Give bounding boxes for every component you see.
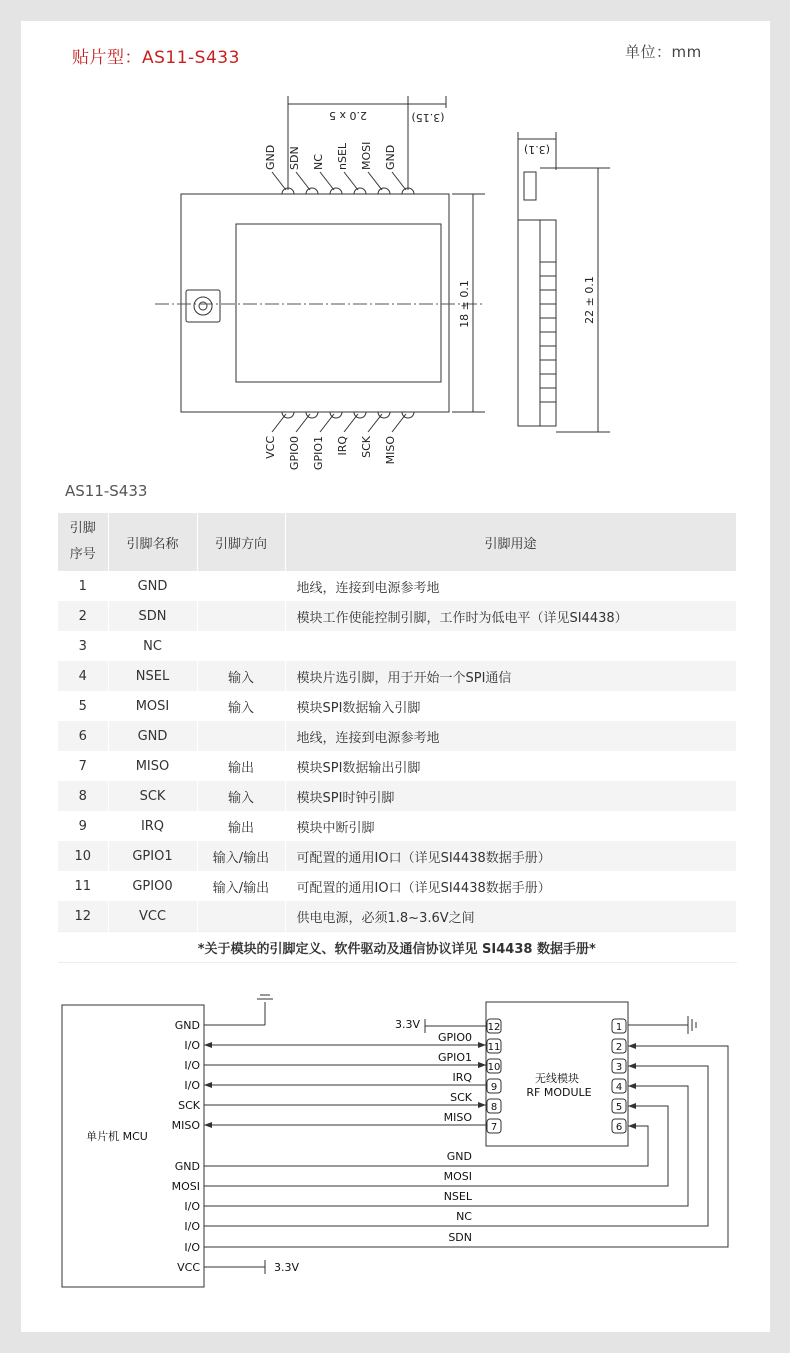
pin-direction-cell: 输入 <box>197 781 285 811</box>
pin-number-cell: 6 <box>58 721 108 751</box>
pin-direction-cell <box>197 901 285 932</box>
pin-number-cell: 12 <box>58 901 108 932</box>
pin-number-cell: 8 <box>58 781 108 811</box>
module-outline <box>181 194 449 412</box>
pin-direction-cell: 输出 <box>197 751 285 781</box>
top-pin-leader <box>392 172 406 190</box>
side-thickness-dimension: (3.1) <box>523 143 551 156</box>
pin-number-cell: 5 <box>58 691 108 721</box>
module-signal-label: IRQ <box>452 1071 472 1084</box>
top-pin-leader <box>368 172 382 190</box>
mcu-pin-label: VCC <box>177 1261 200 1274</box>
arrow-icon <box>628 1043 636 1049</box>
pin-name-cell: NSEL <box>108 661 197 691</box>
arrow-icon <box>478 1102 486 1108</box>
top-pad <box>306 188 318 194</box>
top-pin-leader <box>320 172 334 190</box>
pin-usage-cell: 地线，连接到电源参考地 <box>285 721 736 751</box>
mcu-pin-label: I/O <box>184 1079 200 1092</box>
table-row <box>58 751 736 781</box>
table-note-row <box>58 932 736 963</box>
bottom-pin-label: SCK <box>360 436 373 458</box>
module-pin-number: 2 <box>615 1042 623 1053</box>
wiring-diagram <box>0 975 790 1305</box>
top-pin-label: GND <box>264 144 277 170</box>
table-row <box>58 871 736 901</box>
table-row <box>58 811 736 841</box>
arrow-icon <box>628 1063 636 1069</box>
pin-name-cell: GND <box>108 571 197 601</box>
pin-number-cell: 2 <box>58 601 108 631</box>
pin-usage-cell: 地线，连接到电源参考地 <box>285 571 736 601</box>
pin-usage-cell: 模块中断引脚 <box>285 811 736 841</box>
bottom-signal-label: SDN <box>448 1231 472 1244</box>
top-pin-label: MOSI <box>360 141 373 170</box>
pin-name-cell: GPIO1 <box>108 841 197 871</box>
table-note: *关于模块的引脚定义、软件驱动及通信协议详见 SI4438 数据手册* <box>58 932 736 963</box>
top-pin-label: NC <box>312 154 325 170</box>
module-pin-number: 11 <box>487 1042 501 1053</box>
edge-dimension: (3.15) <box>411 111 445 124</box>
top-pin-leader <box>272 172 286 190</box>
mcu-pin-label: MOSI <box>171 1180 200 1193</box>
pin-number-cell: 7 <box>58 751 108 781</box>
module-pin-number: 12 <box>487 1022 501 1033</box>
page-title: 贴片型：AS11-S433 <box>72 48 240 68</box>
mcu-pin-label: I/O <box>184 1241 200 1254</box>
pin-usage-cell: 供电电源，必须1.8~3.6V之间 <box>285 901 736 932</box>
pin-number-cell: 3 <box>58 631 108 661</box>
pin-usage-cell: 模块SPI数据输入引脚 <box>285 691 736 721</box>
mcu-pin-label: I/O <box>184 1039 200 1052</box>
pin-direction-cell: 输入/输出 <box>197 841 285 871</box>
module-pin-number: 3 <box>615 1062 623 1073</box>
pin-name-cell: MISO <box>108 751 197 781</box>
pin-table <box>58 513 737 963</box>
pin-number-cell: 10 <box>58 841 108 871</box>
header-pin-direction: 引脚方向 <box>197 513 285 571</box>
pin-usage-cell <box>285 631 736 661</box>
module-signal-label: GPIO0 <box>437 1031 472 1044</box>
module-pin-number: 1 <box>615 1022 623 1033</box>
pin-direction-cell <box>197 631 285 661</box>
pin-name-cell: NC <box>108 631 197 661</box>
mcu-pin-label: GND <box>174 1019 200 1032</box>
mcu-pin-label: I/O <box>184 1220 200 1233</box>
pin-usage-cell: 可配置的通用IO口（详见SI4438数据手册） <box>285 871 736 901</box>
header-pin-name: 引脚名称 <box>108 513 197 571</box>
module-pin-number: 7 <box>490 1122 498 1133</box>
pin-name-cell: VCC <box>108 901 197 932</box>
pin-number-cell: 4 <box>58 661 108 691</box>
bottom-pin-label: IRQ <box>336 436 349 456</box>
bottom-signal-label: NSEL <box>443 1190 472 1203</box>
height-dimension: 18 ± 0.1 <box>458 280 471 328</box>
mcu-pin-label: GND <box>174 1160 200 1173</box>
table-row <box>58 901 736 932</box>
pin-direction-cell <box>197 721 285 751</box>
arrow-icon <box>204 1122 212 1128</box>
bottom-pin-label: GPIO1 <box>312 436 325 471</box>
module-pin-number: 5 <box>615 1102 623 1113</box>
header-pin-number: 引脚 序号 <box>58 513 108 571</box>
table-row <box>58 631 736 661</box>
module-signal-label: SCK <box>450 1091 472 1104</box>
arrow-icon <box>628 1103 636 1109</box>
pin-direction-cell: 输入/输出 <box>197 871 285 901</box>
model-label: AS11-S433 <box>65 482 148 500</box>
pin-number-cell: 9 <box>58 811 108 841</box>
top-pin-leader <box>344 172 358 190</box>
top-pad <box>330 188 342 194</box>
top-pin-leader <box>296 172 310 190</box>
bottom-signal-label: MOSI <box>443 1170 472 1183</box>
bottom-signal-label: NC <box>456 1210 472 1223</box>
mcu-pin-label: SCK <box>178 1099 200 1112</box>
top-pin-label: SDN <box>288 146 301 170</box>
pin-name-cell: SCK <box>108 781 197 811</box>
module-pin-number: 9 <box>490 1082 498 1093</box>
bottom-pin-leader <box>392 414 406 432</box>
bottom-pin-leader <box>344 414 358 432</box>
arrow-icon <box>628 1083 636 1089</box>
top-pin-label: GND <box>384 144 397 170</box>
module-signal-label: GPIO1 <box>437 1051 472 1064</box>
mcu-pin-label: MISO <box>171 1119 200 1132</box>
pin-direction-cell: 输入 <box>197 661 285 691</box>
module-dimension-drawing <box>0 0 790 475</box>
rf-module-label-en: RF MODULE <box>526 1086 592 1099</box>
pin-direction-cell <box>197 601 285 631</box>
arrow-icon <box>204 1082 212 1088</box>
mcu-pin-label: I/O <box>184 1059 200 1072</box>
mcu-label: 单片机 MCU <box>86 1130 148 1143</box>
top-pad <box>354 188 366 194</box>
pin-name-cell: MOSI <box>108 691 197 721</box>
vcc-bottom-label: 3.3V <box>274 1261 300 1274</box>
bottom-pin-label: GPIO0 <box>288 436 301 471</box>
module-pin-number: 6 <box>615 1122 623 1133</box>
module-pin-number: 10 <box>487 1062 501 1073</box>
table-row <box>58 841 736 871</box>
module-signal-label: MISO <box>443 1111 472 1124</box>
table-row <box>58 571 736 601</box>
pin-name-cell: IRQ <box>108 811 197 841</box>
bottom-pin-label: MISO <box>384 436 397 465</box>
header-pin-usage: 引脚用途 <box>285 513 736 571</box>
bottom-pin-leader <box>320 414 334 432</box>
antenna-connector <box>186 290 220 322</box>
table-row <box>58 601 736 631</box>
pin-table-header <box>58 513 736 571</box>
shield-can <box>236 224 441 382</box>
module-pin-number: 4 <box>615 1082 623 1093</box>
pin-name-cell: GPIO0 <box>108 871 197 901</box>
pin-usage-cell: 模块SPI数据输出引脚 <box>285 751 736 781</box>
mcu-box <box>62 1005 204 1287</box>
pin-name-cell: SDN <box>108 601 197 631</box>
mcu-pin-label: I/O <box>184 1200 200 1213</box>
top-pad <box>378 188 390 194</box>
bottom-pin-label: VCC <box>264 436 277 459</box>
bottom-pin-leader <box>296 414 310 432</box>
unit-label: 单位：mm <box>625 43 702 61</box>
table-row <box>58 661 736 691</box>
pin-usage-cell: 模块片选引脚，用于开始一个SPI通信 <box>285 661 736 691</box>
top-pin-label: nSEL <box>336 142 349 170</box>
side-length-dimension: 22 ± 0.1 <box>583 276 596 324</box>
table-row <box>58 781 736 811</box>
arrow-icon <box>478 1042 486 1048</box>
module-pin-number: 8 <box>490 1102 498 1113</box>
pin-direction-cell <box>197 571 285 601</box>
pin-usage-cell: 模块SPI时钟引脚 <box>285 781 736 811</box>
pin-number-cell: 11 <box>58 871 108 901</box>
pitch-dimension: 2.0 x 5 <box>329 109 367 122</box>
bottom-pin-leader <box>368 414 382 432</box>
pin-direction-cell: 输出 <box>197 811 285 841</box>
bottom-signal-label: GND <box>446 1150 472 1163</box>
arrow-icon <box>628 1123 636 1129</box>
pin-usage-cell: 可配置的通用IO口（详见SI4438数据手册） <box>285 841 736 871</box>
pin-number-cell: 1 <box>58 571 108 601</box>
side-view <box>518 220 556 426</box>
vcc-top-label: 3.3V <box>395 1018 421 1031</box>
rf-module-label-cn: 无线模块 <box>535 1072 579 1085</box>
pin-usage-cell: 模块工作使能控制引脚，工作时为低电平（详见SI4438） <box>285 601 736 631</box>
bottom-pin-leader <box>272 414 286 432</box>
pin-direction-cell: 输入 <box>197 691 285 721</box>
arrow-icon <box>204 1042 212 1048</box>
pin-name-cell: GND <box>108 721 197 751</box>
table-row <box>58 691 736 721</box>
table-row <box>58 721 736 751</box>
arrow-icon <box>478 1062 486 1068</box>
